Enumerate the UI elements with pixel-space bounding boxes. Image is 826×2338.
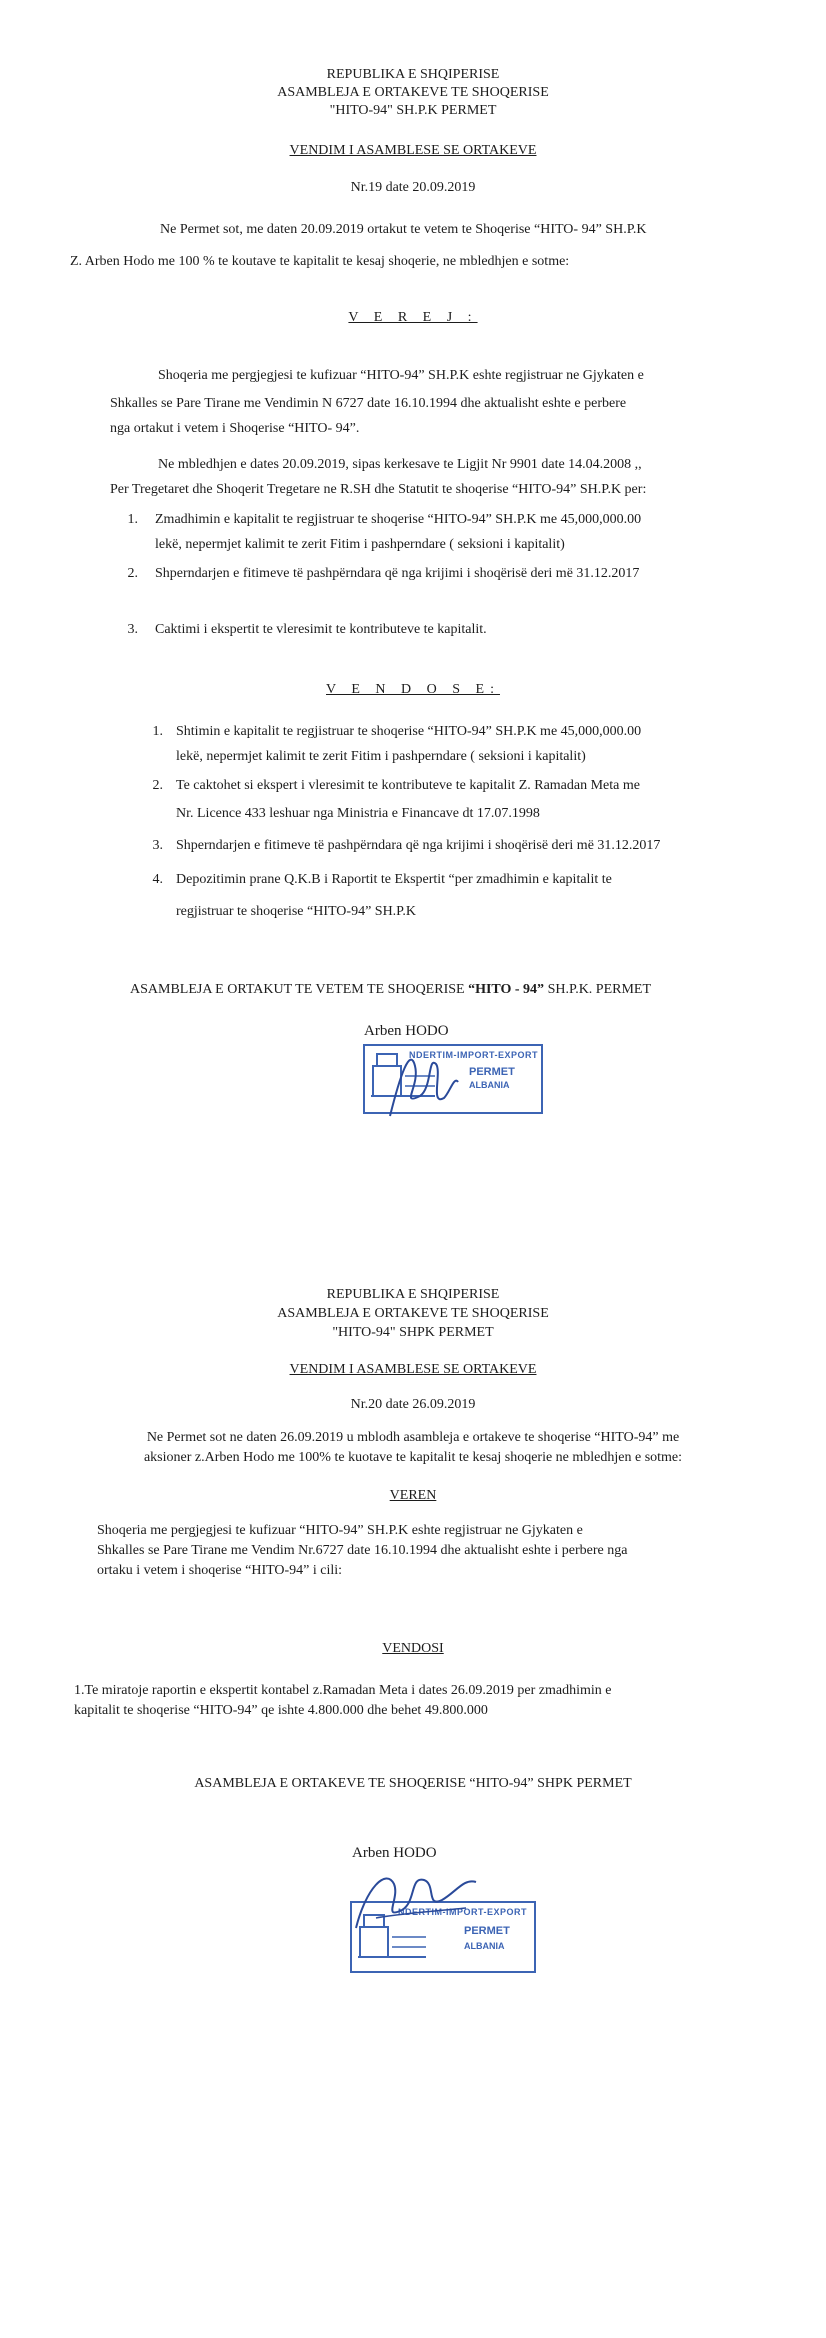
doc2-vendosi-heading: VENDOSI <box>382 1641 444 1656</box>
list-item-continuation: regjistruar te shoqerise “HITO-94” SH.P.K <box>176 904 417 919</box>
list-item-continuation: Nr. Licence 433 leshuar nga Ministria e Financave dt 17.07.1998 <box>176 806 540 821</box>
doc1-para1-line-1: Shoqeria me pergjegjesi te kufizuar “HITO-94” SH.P.K eshte regjistruar ne Gjykaten e <box>158 368 644 383</box>
doc1-number: Nr.19 date 20.09.2019 <box>350 180 476 195</box>
list-item-number: 4. <box>152 872 163 887</box>
doc1-para1-line-2: Shkalles se Pare Tirane me Vendimin N 6727 date 16.10.1994 dhe aktualisht eshte e perbere <box>110 396 627 411</box>
doc2-intro-line-1: Ne Permet sot ne daten 26.09.2019 u mblodh asambleja e ortakeve te shoqerise “HITO-94” me <box>146 1430 680 1445</box>
list-item-number: 1. <box>152 724 163 739</box>
doc1-header-line-3: "HITO-94" SH.P.K PERMET <box>329 103 497 118</box>
stamp-line-2: PERMET <box>469 1066 515 1078</box>
doc2-para1-line-3: ortaku i vetem i shoqerise “HITO-94” i cili: <box>97 1563 343 1578</box>
doc1-para2-line-2: Per Tregetaret dhe Shoqerit Tregetare ne R.SH dhe Statutit te shoqerise “HITO-94” SH.P.K per: <box>110 482 647 497</box>
doc1-closing-post: SH.P.K. PERMET <box>544 982 652 997</box>
stamp-line-1: NDERTIM-IMPORT-EXPORT <box>409 1050 538 1060</box>
doc2-signer-name: Arben HODO <box>352 1845 437 1861</box>
stamp-line-1: NDERTIM-IMPORT-EXPORT <box>398 1907 527 1917</box>
stamp-line-2: PERMET <box>464 1925 510 1937</box>
list-item: Shperndarjen e fitimeve të pashpërndara që nga krijimi i shoqërisë deri më 31.12.2017 <box>155 566 640 581</box>
list-item: Caktimi i ekspertit te vleresimit te kontributeve te kapitalit. <box>155 622 487 637</box>
doc2-veren-heading: VEREN <box>389 1488 437 1503</box>
doc2-intro-line-2: aksioner z.Arben Hodo me 100% te kuotave te kapitalit te kesaj shoqerie ne mbledhjen e sotme: <box>143 1450 683 1465</box>
doc1-closing <box>130 982 651 998</box>
doc1-closing-company: “HITO - 94” <box>468 982 545 997</box>
list-item-number: 2. <box>152 778 163 793</box>
list-item: Shperndarjen e fitimeve të pashpërndara që nga krijimi i shoqërisë deri më 31.12.2017 <box>176 838 661 853</box>
doc1-intro-line-2: Z. Arben Hodo me 100 % te koutave te kapitalit te kesaj shoqerie, ne mbledhjen e sotme: <box>70 254 570 269</box>
list-item: Depozitimin prane Q.K.B i Raportit te Ekspertit “per zmadhimin e kapitalit te <box>176 872 612 887</box>
doc1-vendose-heading: V E N D O S E: <box>326 682 500 697</box>
doc2-closing: ASAMBLEJA E ORTAKEVE TE SHOQERISE “HITO-94” SHPK PERMET <box>194 1776 632 1791</box>
list-item-number: 1. <box>127 512 138 527</box>
doc1-signer-name: Arben HODO <box>364 1023 449 1039</box>
doc2-header-line-3: "HITO-94" SHPK PERMET <box>332 1325 494 1340</box>
doc1-title: VENDIM I ASAMBLESE SE ORTAKEVE <box>289 143 537 158</box>
doc2-header-line-1: REPUBLIKA E SHQIPERISE <box>326 1287 500 1302</box>
doc1-header-line-2: ASAMBLEJA E ORTAKEVE TE SHOQERISE <box>277 85 549 100</box>
list-item-continuation: lekë, nepermjet kalimit te zerit Fitim i pashperndare ( seksioni i kapitalit) <box>155 537 565 552</box>
list-item-number: 3. <box>152 838 163 853</box>
doc1-header-line-1: REPUBLIKA E SHQIPERISE <box>326 67 500 82</box>
list-item: Te caktohet si ekspert i vleresimit te kontributeve te kapitalit Z. Ramadan Meta me <box>176 778 640 793</box>
list-item-continuation: lekë, nepermjet kalimit te zerit Fitim i pashperndare ( seksioni i kapitalit) <box>176 749 586 764</box>
doc1-intro-line-1: Ne Permet sot, me daten 20.09.2019 ortakut te vetem te Shoqerise “HITO- 94” SH.P.K <box>160 222 647 237</box>
doc1-signature-icon <box>370 1036 470 1126</box>
doc1-para2-line-1: Ne mbledhjen e dates 20.09.2019, sipas kerkesave te Ligjit Nr 9901 date 14.04.2008 ,, <box>158 457 642 472</box>
doc2-para1-line-2: Shkalles se Pare Tirane me Vendim Nr.6727 date 16.10.1994 dhe aktualisht eshte i perbere nga <box>97 1543 628 1558</box>
doc2-decision-line-2: kapitalit te shoqerise “HITO-94” qe ishte 4.800.000 dhe behet 49.800.000 <box>74 1703 488 1718</box>
list-item: Zmadhimin e kapitalit te regjistruar te shoqerise “HITO-94” SH.P.K me 45,000,000.00 <box>155 512 642 527</box>
doc2-para1-line-1: Shoqeria me pergjegjesi te kufizuar “HITO-94” SH.P.K eshte regjistruar ne Gjykaten e <box>97 1523 583 1538</box>
doc2-number: Nr.20 date 26.09.2019 <box>350 1397 476 1412</box>
doc2-header-line-2: ASAMBLEJA E ORTAKEVE TE SHOQERISE <box>277 1306 549 1321</box>
list-item-number: 2. <box>127 566 138 581</box>
doc2-decision-line-1: 1.Te miratoje raportin e ekspertit kontabel z.Ramadan Meta i dates 26.09.2019 per zmadhimin e <box>74 1683 612 1698</box>
stamp-line-3: ALBANIA <box>464 1941 505 1951</box>
doc2-signature-icon <box>346 1858 496 1948</box>
list-item-number: 3. <box>127 622 138 637</box>
doc1-closing-pre: ASAMBLEJA E ORTAKUT TE VETEM TE SHOQERISE <box>130 982 469 997</box>
doc2-title: VENDIM I ASAMBLESE SE ORTAKEVE <box>289 1362 537 1377</box>
doc1-verej-heading: V E R E J : <box>348 310 478 325</box>
doc1-para1-line-3: nga ortakut i vetem i Shoqerise “HITO- 94”. <box>110 421 360 436</box>
list-item: Shtimin e kapitalit te regjistruar te shoqerise “HITO-94” SH.P.K me 45,000,000.00 <box>176 724 642 739</box>
stamp-line-3: ALBANIA <box>469 1080 510 1090</box>
